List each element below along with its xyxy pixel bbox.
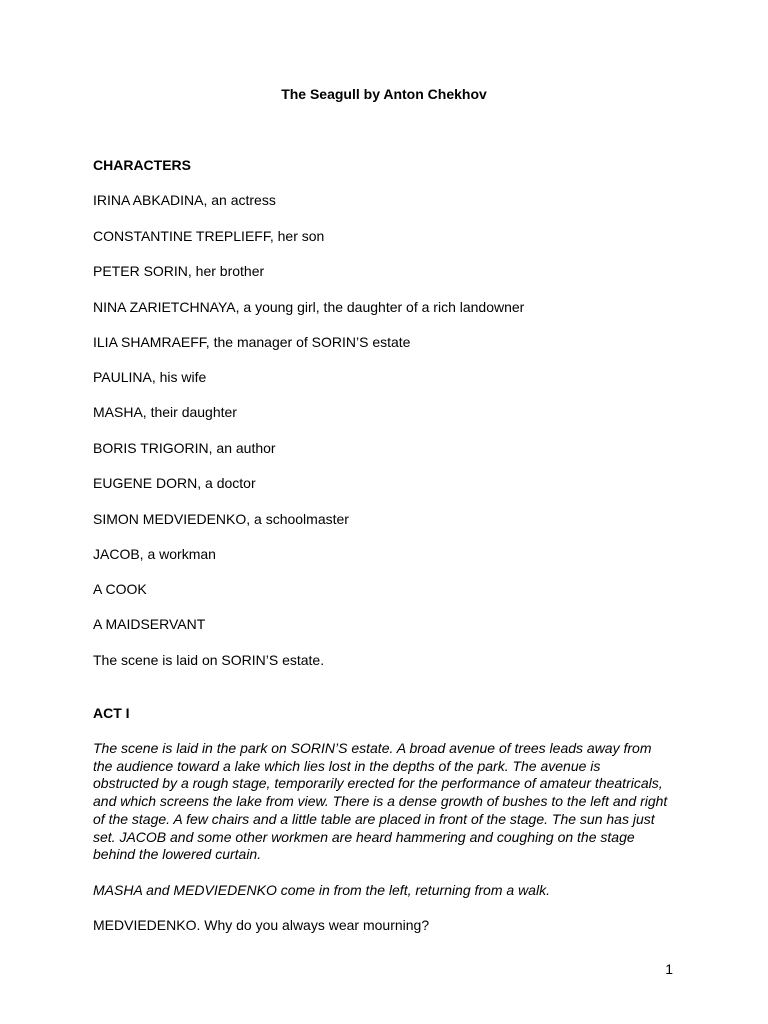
stage-direction-line: The scene is laid in the park on SORIN’S estate. A broad avenue of trees leads away from	[93, 740, 652, 756]
entrance-direction: MASHA and MEDVIEDENKO come in from the left, returning from a walk.	[93, 882, 550, 898]
character-entry: MASHA, their daughter	[93, 404, 237, 420]
stage-direction-line: the audience toward a lake which lies lost in the depths of the park. The avenue is	[93, 757, 601, 774]
document-title: The Seagull by Anton Chekhov	[281, 86, 487, 102]
scene-note: The scene is laid on SORIN’S estate.	[93, 652, 325, 668]
stage-direction-line: behind the lowered curtain.	[93, 846, 262, 863]
character-entry: A MAIDSERVANT	[93, 616, 206, 632]
character-entry: A COOK	[93, 581, 147, 597]
character-entry: JACOB, a workman	[93, 546, 216, 562]
character-entry: ILIA SHAMRAEFF, the manager of SORIN’S estate	[93, 334, 411, 350]
character-entry: BORIS TRIGORIN, an author	[93, 440, 276, 456]
character-entry: PETER SORIN, her brother	[93, 263, 265, 279]
character-entry: NINA ZARIETCHNAYA, a young girl, the daughter of a rich landowner	[93, 299, 525, 315]
character-entry: CONSTANTINE TREPLIEFF, her son	[93, 228, 325, 244]
stage-direction-line: and which screens the lake from view. There is a dense growth of bushes to the left and right	[93, 793, 668, 810]
page-number: 1	[665, 961, 673, 977]
stage-direction-line: obstructed by a rough stage, temporarily erected for the performance of amateur theatricals,	[93, 775, 663, 792]
stage-direction	[93, 740, 683, 864]
character-entry: PAULINA, his wife	[93, 369, 207, 385]
character-entry: SIMON MEDVIEDENKO, a schoolmaster	[93, 511, 349, 527]
characters-heading: CHARACTERS	[93, 157, 191, 173]
stage-direction-line: of the stage. A few chairs and a little table are placed in front of the stage. The sun has just	[93, 810, 655, 827]
character-entry: IRINA ABKADINA, an actress	[93, 192, 276, 208]
character-entry: EUGENE DORN, a doctor	[93, 475, 256, 491]
stage-direction-line: set. JACOB and some other workmen are heard hammering and coughing on the stage	[93, 828, 635, 845]
dialogue-line: MEDVIEDENKO. Why do you always wear mourning?	[93, 917, 430, 933]
act-heading: ACT I	[93, 705, 130, 721]
